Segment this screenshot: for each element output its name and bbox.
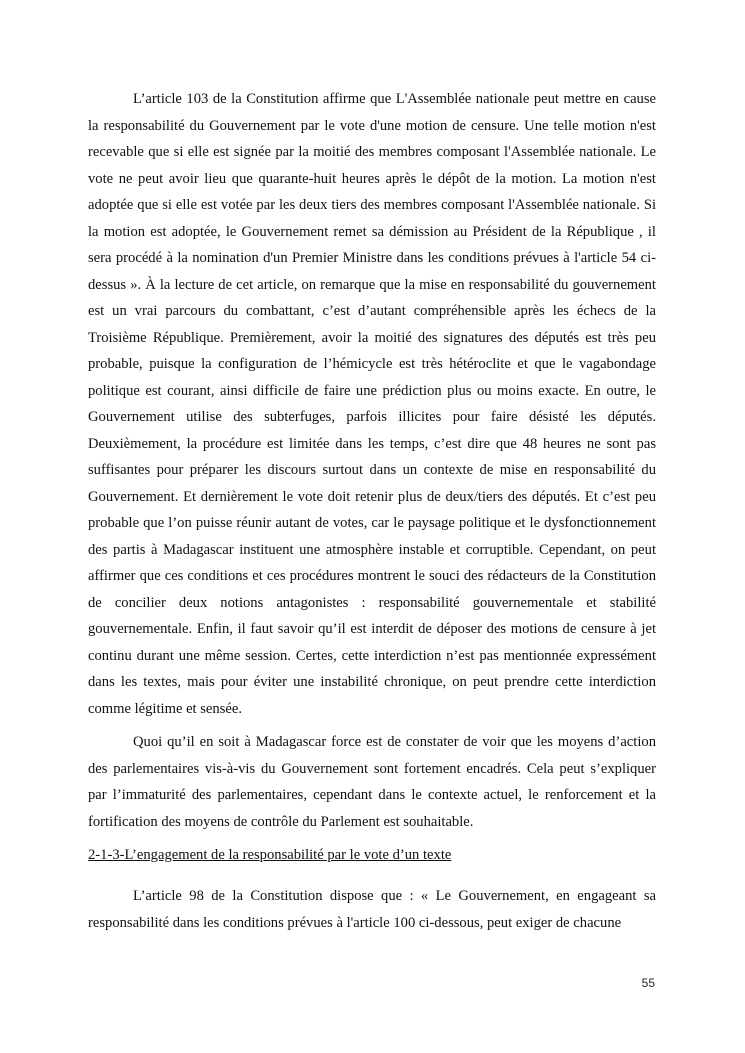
section-heading: 2-1-3-L’engagement de la responsabilité par le vote d’un texte: [88, 847, 452, 863]
paragraph-moyens-action-parlementaires: Quoi qu’il en soit à Madagascar force est de constater de voir que les moyens d’action des parlementaires vis-à-vis du Gouvernement sont fortement encadrés. Cela peut s’expliquer par l’immaturité des parlementaires, cependant dans le contexte actuel, le renforcement et la fortification des moyens de contrôle du Parlement est souhaitable.: [88, 734, 656, 830]
paragraph-motion-de-censure: L’article 103 de la Constitution affirme que L'Assemblée nationale peut mettre en cause la responsabilité du Gouvernement par le vote d'une motion de censure. Une telle motion n'est recevable que si elle est signée par la moitié des membres composant l'Assemblée nationale. Le vote ne peut avoir lieu que quarante-huit heures après le dépôt de la motion. La motion n'est adoptée que si elle est votée par les deux tiers des membres composant l'Assemblée nationale. Si la motion est adoptée, le Gouvernement remet sa démission au Président de la République , il sera procédé à la nomination d'un Premier Ministre dans les conditions prévues à l'article 54 ci-dessus ». À la lecture de cet article, on remarque que la mise en responsabilité du gouvernement est un vrai parcours du combattant, c’est d’autant compréhensible après les échecs de la Troisième République. Premièrement, avoir la moitié des signatures des députés est très peu probable, puisque la configuration de l’hémicycle est très hétéroclite et que le vagabondage politique est courant, ainsi difficile de faire une prédiction plus ou moins exacte. En outre, le Gouvernement utilise des subterfuges, parfois illicites pour faire désisté les députés. Deuxièmement, la procédure est limitée dans les temps, c’est dire que 48 heures ne sont pas suffisantes pour préparer les discours surtout dans un contexte de mise en responsabilité du Gouvernement. Et dernièrement le vote doit retenir plus de deux/tiers des députés. Et c’est peu probable que l’on puisse réunir autant de votes, car le paysage politique et le dysfonctionnement des partis à Madagascar instituent une atmosphère instable et corruptible. Cependant, on peut affirmer que ces conditions et ces procédures montrent le souci des rédacteurs de la Constitution de concilier deux notions antagonistes : responsabilité gouvernementale et stabilité gouvernementale. Enfin, il faut savoir qu’il est interdit de déposer des motions de censure à jet continu durant une même session. Certes, cette interdiction n’est pas mentionnée expressément dans les textes, mais pour éviter une instabilité chronique, on peut prendre cette interdiction comme légitime et sensée.: [88, 91, 656, 717]
paragraph-article-98: L’article 98 de la Constitution dispose que : « Le Gouvernement, en engageant sa responsabilité dans les conditions prévues à l'article 100 ci-dessous, peut exiger de chacune: [88, 888, 656, 931]
page-number: 55: [641, 976, 655, 990]
document-body: [88, 86, 656, 943]
